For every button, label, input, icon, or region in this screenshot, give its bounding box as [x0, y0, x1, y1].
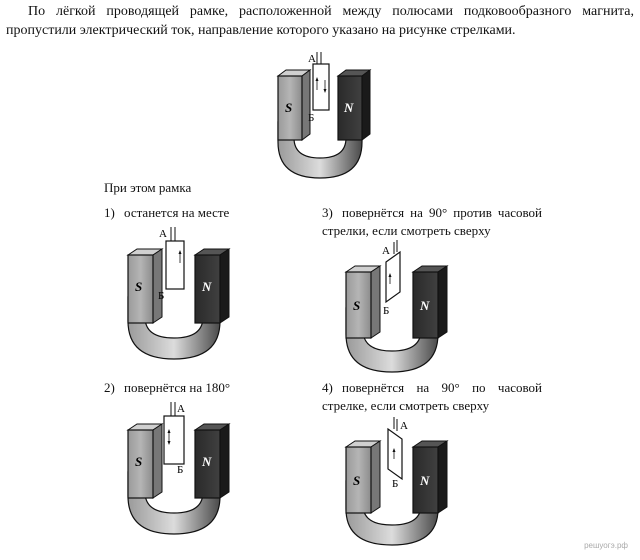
option-2-figure	[118, 400, 248, 540]
conducting-frame	[313, 64, 329, 110]
option-4-label-a: А	[400, 420, 408, 432]
option-2-label-n: N	[202, 454, 212, 469]
option-1-label-s: S	[135, 279, 143, 294]
option-3-label-a: А	[382, 245, 390, 257]
main-magnet-figure	[268, 50, 388, 185]
option-2-text: повернётся на 180°	[124, 380, 231, 395]
option-4	[322, 379, 542, 415]
option-1-label-b: Б	[158, 290, 165, 302]
option-1-label-n: N	[202, 279, 212, 294]
label-n: N	[344, 100, 354, 115]
label-b: Б	[308, 112, 315, 124]
horseshoe-magnet-diagram	[268, 50, 388, 185]
option-4-number: 4)	[322, 380, 333, 395]
option-3-text: повернётся на 90° против часовой стрелки, если смотреть сверху	[322, 205, 542, 238]
option-4-label-b: Б	[392, 478, 399, 490]
option-4-figure	[340, 415, 470, 555]
question-lead: При этом рамка	[104, 180, 192, 195]
option-2-label-s: S	[135, 454, 143, 469]
option-2-label-a: А	[177, 403, 185, 415]
watermark: решуогэ.рф	[584, 541, 628, 550]
option-3-diagram	[340, 238, 470, 378]
option-1	[104, 204, 304, 222]
option-3-label-b: Б	[383, 305, 390, 317]
option-2-number: 2)	[104, 380, 115, 395]
problem-text: По лёгкой проводящей рамке, расположенной между полюсами подковообразного магнита, пропустили электрический ток, направление которого указано на рисунке стрелками.	[6, 4, 634, 38]
option-3-label-s: S	[353, 298, 361, 313]
option-4-text: повернётся на 90° по часовой стрелке, если смотреть сверху	[322, 380, 542, 413]
option-1-label-a: А	[159, 228, 167, 240]
label-a: А	[308, 53, 316, 65]
option-3	[322, 204, 542, 240]
option-1-number: 1)	[104, 205, 115, 220]
label-s: S	[285, 100, 293, 115]
option-1-diagram	[118, 225, 248, 365]
option-1-text: останется на месте	[124, 205, 230, 220]
option-3-label-n: N	[420, 298, 430, 313]
option-2-label-b: Б	[177, 464, 184, 476]
option-3-number: 3)	[322, 205, 333, 220]
option-4-label-n: N	[420, 473, 430, 488]
option-4-diagram	[340, 415, 470, 555]
option-2	[104, 379, 304, 397]
option-1-figure	[118, 225, 248, 365]
option-4-label-s: S	[353, 473, 361, 488]
option-3-figure	[340, 238, 470, 378]
option-2-diagram	[118, 400, 248, 540]
